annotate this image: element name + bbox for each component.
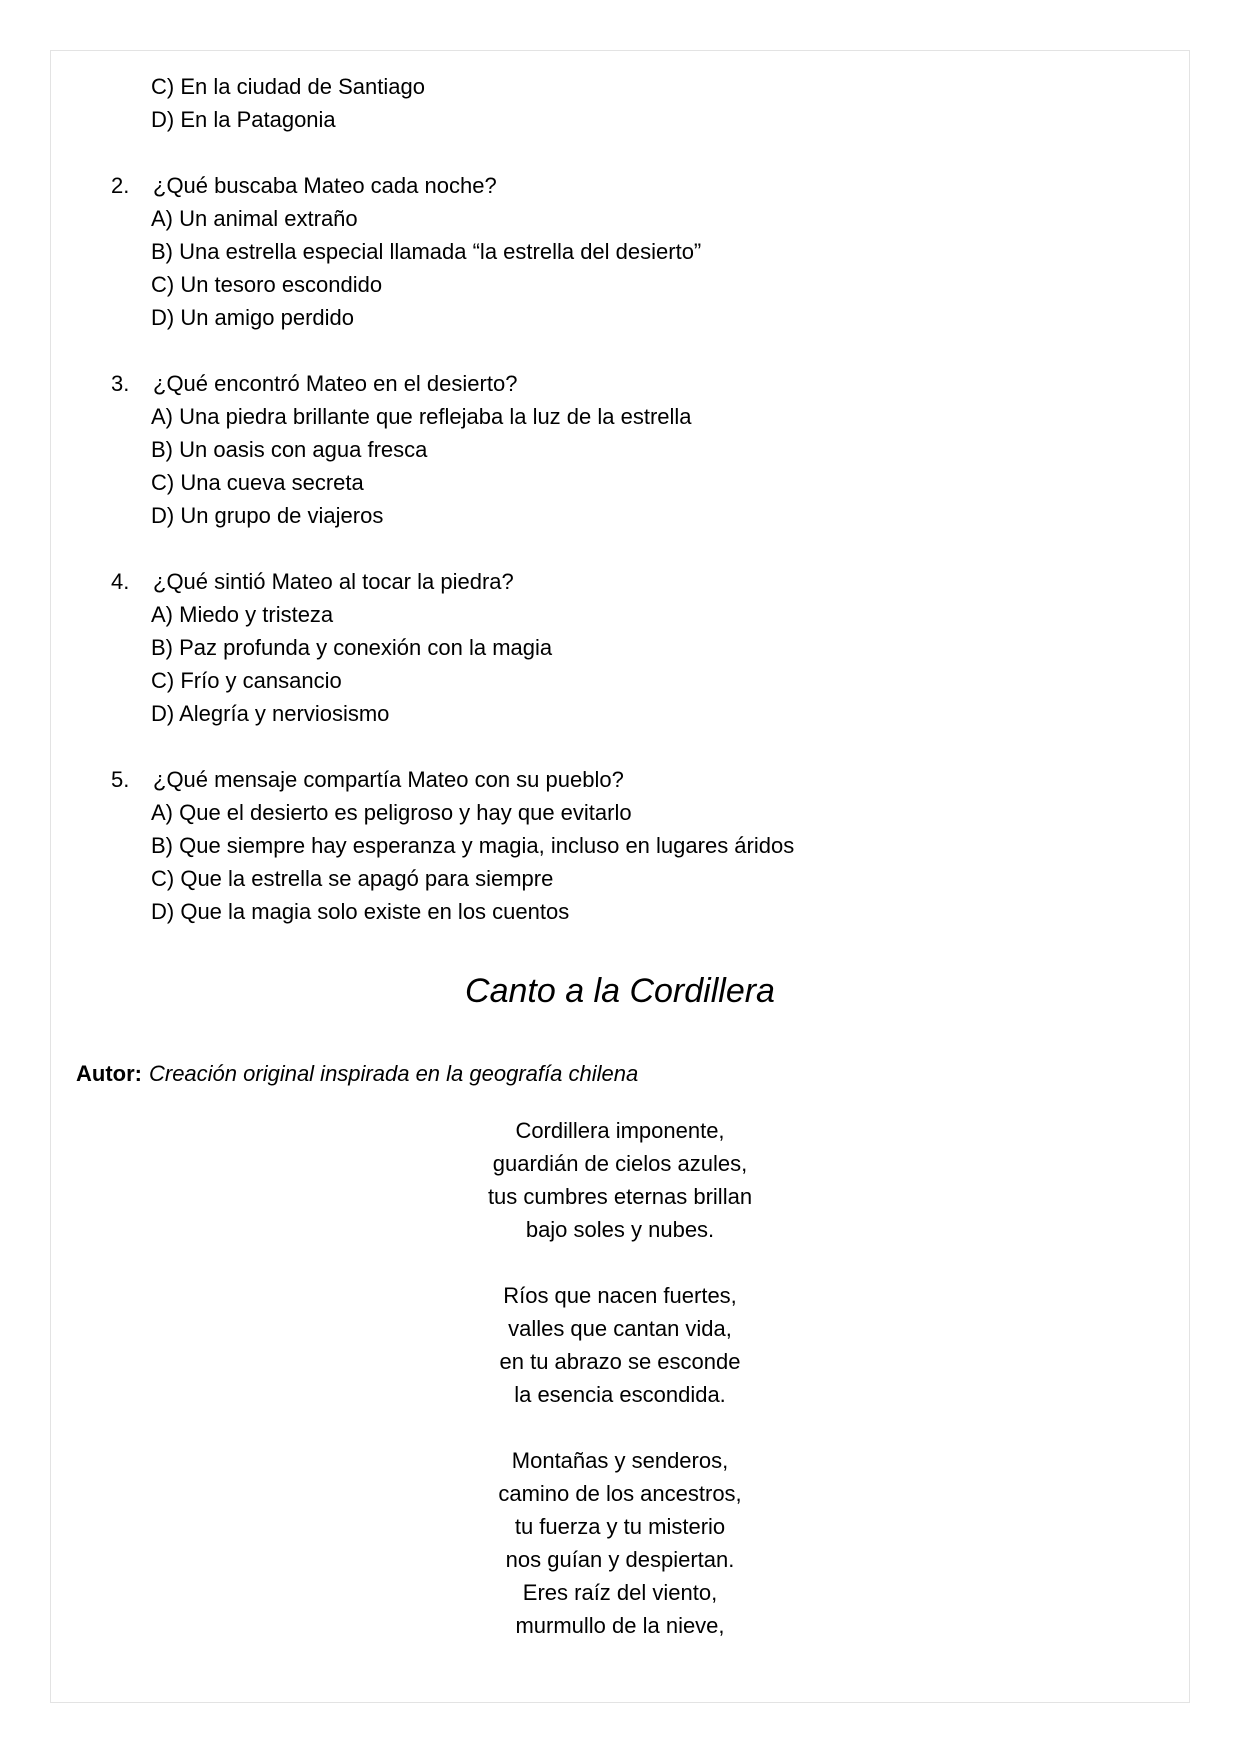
poem-title: Canto a la Cordillera [465,972,775,1010]
question-3-text: ¿Qué encontró Mateo en el desierto? [153,371,518,396]
question-5-option-d: D) Que la magia solo existe en los cuentos [151,899,570,924]
question-2-text: ¿Qué buscaba Mateo cada noche? [153,173,497,198]
question-2-option-c: C) Un tesoro escondido [151,272,383,297]
poem-body [51,1114,1189,1642]
question-1-option-d: D) En la Patagonia [151,107,336,132]
question-3-option-a: A) Una piedra brillante que reflejaba la luz de la estrella [151,404,692,429]
poem-line: guardián de cielos azules, [492,1151,748,1176]
question-1-carryover-options [111,70,1159,136]
question-4-text: ¿Qué sintió Mateo al tocar la piedra? [153,569,514,594]
question-2-line [111,169,1159,202]
question-4-line [111,565,1159,598]
poem-stanza-1 [51,1114,1189,1246]
question-4-option-c: C) Frío y cansancio [151,668,342,693]
question-2-option-b: B) Una estrella especial llamada “la estrella del desierto” [151,239,702,264]
question-2-number: 2. [111,173,130,198]
question-4-number: 4. [111,569,130,594]
question-4 [111,565,1159,730]
question-3-number: 3. [111,371,130,396]
question-3-option-b: B) Un oasis con agua fresca [151,437,428,462]
question-2 [111,169,1159,334]
poem-line: la esencia escondida. [514,1382,726,1407]
poem-line: Cordillera imponente, [515,1118,725,1143]
question-5-option-a: A) Que el desierto es peligroso y hay que evitarlo [151,800,632,825]
question-3 [111,367,1159,532]
poem-line: Montañas y senderos, [511,1448,729,1473]
poem-line: valles que cantan vida, [508,1316,732,1341]
author-text: Creación original inspirada en la geografía chilena [148,1061,639,1086]
quiz-section [51,51,1189,928]
question-3-option-c: C) Una cueva secreta [151,470,364,495]
poem-line: Ríos que nacen fuertes, [503,1283,737,1308]
question-5-line [111,763,1159,796]
question-4-option-a: A) Miedo y tristeza [151,602,334,627]
author-label: Autor: [76,1061,142,1086]
poem-line: murmullo de la nieve, [515,1613,725,1638]
question-5-number: 5. [111,767,130,792]
question-4-option-b: B) Paz profunda y conexión con la magia [151,635,553,660]
poem-stanza-3 [51,1444,1189,1642]
poem-line: en tu abrazo se esconde [499,1349,741,1374]
question-3-line [111,367,1159,400]
question-5 [111,763,1159,928]
question-5-option-b: B) Que siempre hay esperanza y magia, incluso en lugares áridos [151,833,795,858]
document-page [50,50,1190,1703]
poem-line: Eres raíz del viento, [522,1580,718,1605]
author-line [51,1057,1189,1090]
question-2-option-a: A) Un animal extraño [151,206,358,231]
question-5-option-c: C) Que la estrella se apagó para siempre [151,866,554,891]
poem-line: tus cumbres eternas brillan [487,1184,753,1209]
poem-line: camino de los ancestros, [498,1481,742,1506]
question-4-option-d: D) Alegría y nerviosismo [151,701,390,726]
poem-line: tu fuerza y tu misterio [514,1514,726,1539]
poem-stanza-2 [51,1279,1189,1411]
question-2-option-d: D) Un amigo perdido [151,305,354,330]
question-5-text: ¿Qué mensaje compartía Mateo con su pueblo? [153,767,624,792]
question-3-option-d: D) Un grupo de viajeros [151,503,384,528]
poem-line: bajo soles y nubes. [525,1217,715,1242]
question-1-option-c: C) En la ciudad de Santiago [151,74,425,99]
poem-line: nos guían y despiertan. [505,1547,735,1572]
